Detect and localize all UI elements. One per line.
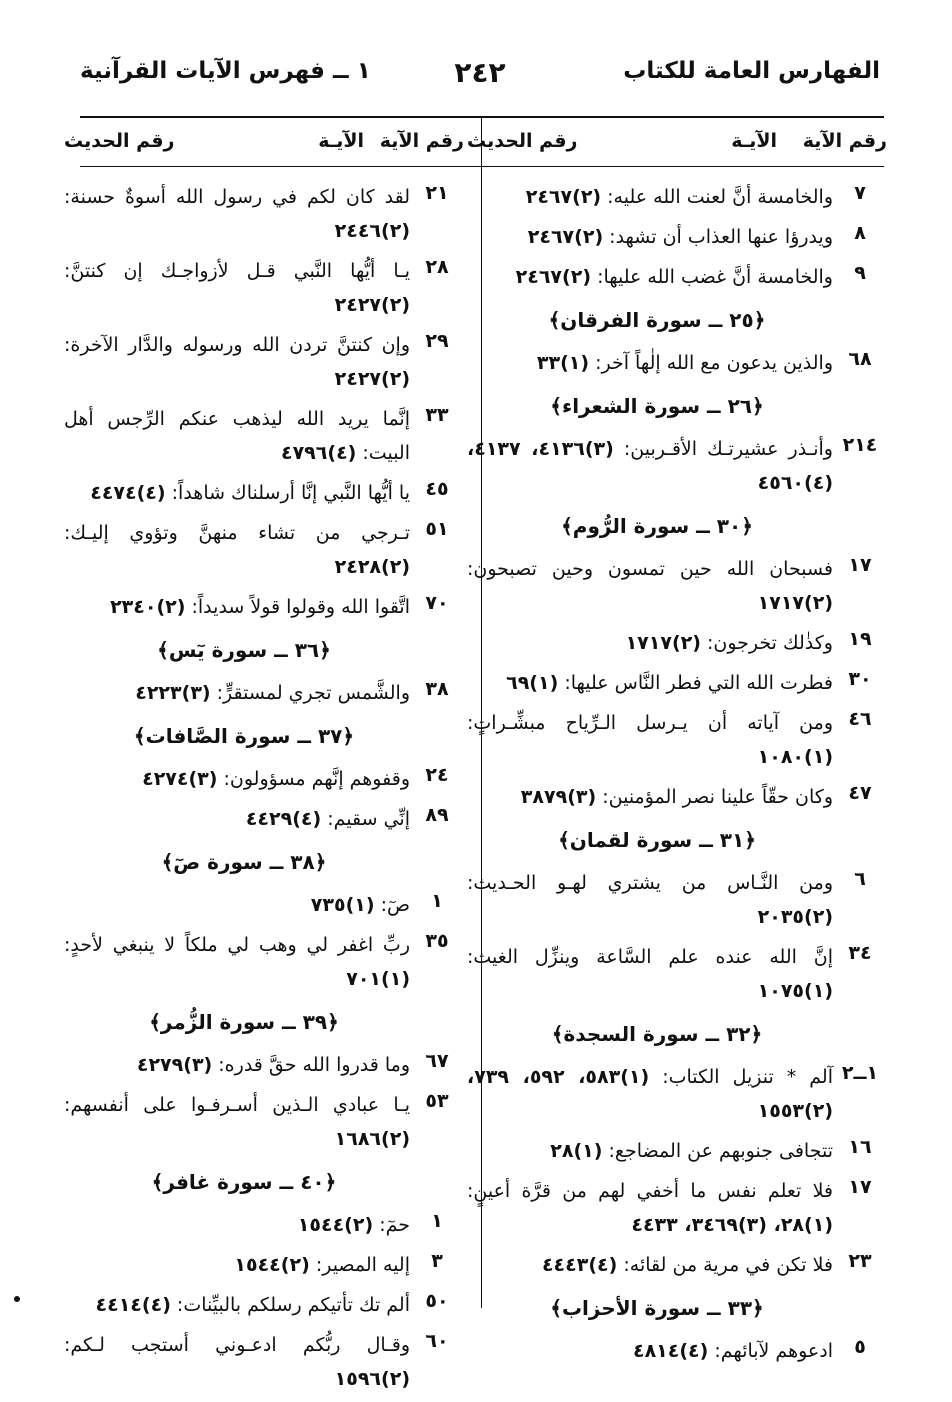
verse-text-cell <box>467 346 833 380</box>
verse-text-cell <box>467 1134 833 1168</box>
verse-number: ٧ <box>854 182 866 204</box>
verse-entry <box>467 220 887 254</box>
hadith-reference: (٣)٤٢٧٤ <box>142 768 218 790</box>
surah-heading: ﴿٤٠ ــ سورة غافر﴾ <box>151 1170 337 1194</box>
verse-number: ١ <box>431 1210 443 1232</box>
verse-entry <box>467 940 887 1008</box>
verse-entry <box>64 328 464 396</box>
verse-entry <box>467 260 887 294</box>
surah-heading: ﴿٣٢ ــ سورة السجدة﴾ <box>551 1022 763 1046</box>
verse-text-cell <box>467 180 833 214</box>
verse-entry <box>467 666 887 700</box>
verse-entry <box>467 1248 887 1282</box>
verse-text-cell <box>64 180 410 248</box>
verse-number: ٦ <box>854 868 866 890</box>
verse-text: ومن النَّـاس من يشتري لهـو الحـديث: <box>467 872 833 894</box>
verse-text: والخامسة أنَّ غضب الله عليها: <box>597 266 833 288</box>
verse-number: ٢٤ <box>425 764 449 786</box>
verse-entry <box>467 180 887 214</box>
verse-text-cell <box>467 220 833 254</box>
verse-text-cell <box>467 1248 833 1282</box>
hadith-reference: (١)٥٨٣، ٥٩٢، ٧٣٩، (٢)١٥٥٣ <box>467 1066 833 1122</box>
verse-text: تتجافى جنوبهم عن المضاجع: <box>608 1140 833 1162</box>
verse-entry <box>64 402 464 470</box>
verse-entry <box>467 780 887 814</box>
hadith-reference: (٣)٤١٣٦، ٤١٣٧، (٤)٤٥٦٠ <box>467 438 833 494</box>
verse-entry <box>64 1208 464 1242</box>
verse-number: ٥ <box>854 1336 866 1358</box>
verse-number: ١٦ <box>848 1136 872 1158</box>
column-header-divider <box>80 166 884 167</box>
page-number: ٢٤٢ <box>454 56 506 89</box>
verse-number: ٦٠ <box>425 1330 449 1352</box>
verse-entry <box>64 1248 464 1282</box>
hadith-reference: (٣)٤٢٢٣ <box>135 682 211 704</box>
verse-entry <box>467 1060 887 1128</box>
verse-number: ٢٩ <box>425 330 449 352</box>
verse-number: ١٩ <box>848 628 872 650</box>
verse-number: ٣٠ <box>848 668 872 690</box>
surah-heading: ﴿٢٦ ــ سورة الشعراء﴾ <box>550 394 764 418</box>
hadith-reference: (٢)١٥٤٤ <box>234 1254 310 1276</box>
verse-text-cell <box>64 1248 410 1282</box>
hadith-reference: (٢)٢٤٢٧ <box>334 294 410 316</box>
verse-entry <box>64 590 464 624</box>
verse-text-cell <box>64 928 410 996</box>
verse-text-cell <box>64 254 410 322</box>
hadith-reference: (١)٧٣٥ <box>310 894 375 916</box>
hadith-reference: (٢)٢٤٢٨ <box>334 556 410 578</box>
verse-header: الآيـة <box>318 130 364 152</box>
verse-entry <box>64 676 464 710</box>
page-header <box>80 58 880 98</box>
verse-text: إنِّي سقيم: <box>327 808 410 830</box>
verse-text-cell <box>467 626 833 660</box>
verse-text-cell <box>467 552 833 620</box>
book-section-title: الفهارس العامة للكتاب <box>623 58 880 84</box>
hadith-reference: (٢)٢٤٦٧ <box>515 266 592 288</box>
verse-entry <box>64 476 464 510</box>
hadith-reference: (٤)٤٤١٤ <box>95 1294 171 1316</box>
hadith-reference: (٢)٢٤٦٧ <box>527 226 604 248</box>
verse-text: يا أيُّها النَّبي إنَّا أرسلناك شاهداً: <box>171 482 410 504</box>
verse-text-cell <box>467 940 833 1008</box>
hadith-reference: (٢)١٥٤٤ <box>297 1214 374 1236</box>
surah-heading: ﴿٣٣ ــ سورة الأحزاب﴾ <box>550 1296 764 1320</box>
verse-text-cell <box>64 402 410 470</box>
hadith-reference: (٢)٢٤٤٦ <box>334 220 410 242</box>
hadith-reference: (٢)١٧١٧ <box>757 592 833 614</box>
verse-number: ٣ <box>431 1250 443 1272</box>
verse-number: ٦٧ <box>425 1050 449 1072</box>
hadith-number-header: رقم الحديث <box>64 130 175 152</box>
verse-text: والخامسة أنَّ لعنت الله عليه: <box>607 186 833 208</box>
left-column-header <box>64 120 464 166</box>
verse-text: والشَّمس تجري لمستقرٍّ: <box>216 682 410 704</box>
verse-text-cell <box>64 590 410 624</box>
margin-dot <box>14 1296 20 1302</box>
verse-number: ٥٣ <box>425 1090 449 1112</box>
verse-text: فلا تعلم نفس ما أخفي لهم من قرَّة أعينٍ: <box>467 1180 833 1202</box>
hadith-reference: (١)١٠٧٥ <box>757 980 833 1002</box>
verse-text-cell <box>64 1328 410 1396</box>
verse-entry <box>64 1048 464 1082</box>
verse-text: إليه المصير: <box>315 1254 410 1276</box>
verse-text: وإن كنتنَّ تردن الله ورسوله والدَّار الآخرة: <box>64 334 410 356</box>
verse-text: يـا عبادي الـذين أسـرفـوا على أنفسهم: <box>64 1094 410 1116</box>
surah-heading: ﴿٣٠ ــ سورة الرُّوم﴾ <box>561 514 753 538</box>
hadith-reference: (١)١٠٨٠ <box>757 746 833 768</box>
verse-number: ٥٠ <box>425 1290 449 1312</box>
verse-text: وما قدروا الله حقَّ قدره: <box>218 1054 410 1076</box>
verse-text: فطرت الله التي فطر النَّاس عليها: <box>564 672 833 694</box>
verse-number: ١ <box>431 890 443 912</box>
verse-text-cell <box>467 780 833 814</box>
hadith-reference: (٢)٢٤٦٧ <box>525 186 602 208</box>
hadith-reference: (٢)٢٤٢٧ <box>334 368 410 390</box>
surah-heading: ﴿٣٧ ــ سورة الصَّافات﴾ <box>133 724 355 748</box>
verse-entry <box>467 1174 887 1242</box>
verse-entry <box>467 346 887 380</box>
verse-entry <box>64 928 464 996</box>
surah-heading: ﴿٣٦ ــ سورة يٓس﴾ <box>157 638 331 662</box>
verse-text: ويدرؤا عنها العذاب أن تشهد: <box>609 226 833 248</box>
verse-entry <box>467 432 887 500</box>
verse-text-cell <box>64 676 410 710</box>
verse-text: تـرجي من تشاء منهنَّ وتؤوي إليـك: <box>64 522 410 544</box>
verse-text-cell <box>64 1288 410 1322</box>
verse-entry <box>64 762 464 796</box>
verse-text-cell <box>467 1174 833 1242</box>
hadith-reference: (٤)٤٤٤٣ <box>541 1254 618 1276</box>
verse-number: ٧٠ <box>425 592 449 614</box>
hadith-reference: (٢)٢٠٣٥ <box>757 906 833 928</box>
verse-number: ٢٣ <box>848 1250 872 1272</box>
verse-number: ٥١ <box>425 518 449 540</box>
verse-text: ومن آياته أن يـرسل الـرِّياح مبشِّـراتٍ: <box>467 712 833 734</box>
verse-text-cell <box>64 476 410 510</box>
verse-text-cell <box>64 328 410 396</box>
verse-number: ١ــ٢ <box>841 1062 879 1084</box>
verse-text: لقد كان لكم في رسول الله أسوةٌ حسنة: <box>64 186 410 208</box>
verse-text: فلا تكن في مرية من لقائه: <box>623 1254 833 1276</box>
verse-number: ٣٤ <box>848 942 872 964</box>
verse-text: وقفوهم إنَّهم مسؤولون: <box>223 768 410 790</box>
verse-entry <box>467 1334 887 1368</box>
header-divider <box>80 116 884 118</box>
hadith-number-header: رقم الحديث <box>467 130 578 152</box>
verse-text-cell <box>64 762 410 796</box>
verse-number: ٢١ <box>425 182 449 204</box>
right-entries <box>467 180 887 1374</box>
surah-heading: ﴿٣٩ ــ سورة الزُّمر﴾ <box>149 1010 339 1034</box>
verse-entry <box>64 1088 464 1156</box>
left-column <box>64 120 464 1390</box>
verse-number: ٨ <box>854 222 866 244</box>
verse-entry <box>467 866 887 934</box>
verse-text-cell <box>64 802 410 836</box>
verse-entry <box>467 626 887 660</box>
verse-text: ادعوهم لآبائهم: <box>714 1340 833 1362</box>
hadith-reference: (٢)١٥٩٦ <box>334 1368 410 1390</box>
verse-entry <box>64 888 464 922</box>
verse-text: آلم * تنزيل الكتاب: <box>662 1066 833 1088</box>
verse-number: ٤٥ <box>425 478 449 500</box>
verse-text-cell <box>467 706 833 774</box>
verse-number: ٣٣ <box>425 404 449 426</box>
right-column-header <box>467 120 887 166</box>
hadith-reference: (١)٣٣ <box>536 352 590 374</box>
hadith-reference: (١)٢٨، (٣)٣٤٦٩، ٤٤٣٣ <box>631 1214 833 1236</box>
verse-entry <box>64 1288 464 1322</box>
verse-text-cell <box>467 1060 833 1128</box>
verse-text: ألم تك تأتيكم رسلكم بالبيِّنات: <box>176 1294 410 1316</box>
verse-text-cell <box>467 432 833 500</box>
verse-number: ٤٧ <box>848 782 872 804</box>
hadith-reference: (٤)٤٤٧٤ <box>90 482 166 504</box>
verse-number: ٩ <box>854 262 866 284</box>
index-title: ١ ــ فهرس الآيات القرآنية <box>80 58 371 84</box>
verse-text: وقـال ربُّكم ادعـوني أستجب لـكم: <box>64 1334 410 1356</box>
surah-heading: ﴿٢٥ ــ سورة الفرقان﴾ <box>548 308 766 332</box>
verse-entry <box>64 254 464 322</box>
verse-text-cell <box>64 516 410 584</box>
verse-number: ٦٨ <box>848 348 872 370</box>
verse-entry <box>467 552 887 620</box>
hadith-reference: (١)٧٠١ <box>346 968 410 990</box>
verse-entry <box>64 802 464 836</box>
verse-text: والذين يدعون مع الله إلٰهاً آخر: <box>595 352 833 374</box>
verse-header: الآيـة <box>731 130 777 152</box>
verse-number: ٢١٤ <box>842 434 878 456</box>
verse-text: وأنـذر عشيرتـك الأقـربين: <box>623 438 833 460</box>
surah-heading: ﴿٣٨ ــ سورة صٓ﴾ <box>161 850 327 874</box>
verse-entry <box>64 516 464 584</box>
verse-entry <box>64 1328 464 1396</box>
verse-text-cell <box>64 1208 410 1242</box>
hadith-reference: (٣)٣٨٧٩ <box>520 786 597 808</box>
verse-entry <box>467 1134 887 1168</box>
verse-text: اتَّقوا الله وقولوا قولاً سديداً: <box>191 596 410 618</box>
hadith-reference: (٢)٢٣٤٠ <box>110 596 186 618</box>
verse-text: إنَّ الله عنده علم السَّاعة وينزِّل الغيث: <box>467 946 833 968</box>
verse-text-cell <box>467 866 833 934</box>
verse-number-header: رقم الآية <box>802 130 887 152</box>
verse-text: إنَّما يريد الله ليذهب عنكم الرِّجس أهل البيت: <box>64 408 410 464</box>
verse-text: وكذٰلك تخرجون: <box>707 632 833 654</box>
verse-text-cell <box>64 888 410 922</box>
surah-heading: ﴿٣١ ــ سورة لقمان﴾ <box>558 828 756 852</box>
verse-text-cell <box>64 1088 410 1156</box>
verse-text: يـا أيُّها النَّبي قـل لأزواجـك إن كنتنَّ: <box>64 260 410 282</box>
verse-text-cell <box>467 666 833 700</box>
verse-text-cell <box>467 1334 833 1368</box>
hadith-reference: (٤)٤٧٩٦ <box>280 442 357 464</box>
verse-number: ٣٥ <box>425 930 449 952</box>
hadith-reference: (٢)١٦٨٦ <box>334 1128 410 1150</box>
hadith-reference: (١)٦٩ <box>506 672 559 694</box>
verse-number: ٢٨ <box>425 256 449 278</box>
verse-number: ١٧ <box>848 1176 872 1198</box>
hadith-reference: (٤)٤٤٢٩ <box>245 808 322 830</box>
verse-entry <box>64 180 464 248</box>
right-column <box>467 120 887 1362</box>
verse-number: ٣٨ <box>425 678 449 700</box>
hadith-reference: (٢)١٧١٧ <box>625 632 701 654</box>
verse-text: حمٓ: <box>379 1214 410 1236</box>
verse-text: وكان حقّاً علينا نصر المؤمنين: <box>602 786 833 808</box>
verse-entry <box>467 706 887 774</box>
verse-text-cell <box>467 260 833 294</box>
verse-number-header: رقم الآية <box>379 130 464 152</box>
hadith-reference: (٣)٤٢٧٩ <box>136 1054 213 1076</box>
verse-text: ربِّ اغفر لي وهب لي ملكاً لا ينبغي لأحدٍ: <box>64 934 410 956</box>
verse-text: صٓ: <box>380 894 410 916</box>
left-entries <box>64 180 464 1402</box>
verse-number: ١٧ <box>848 554 872 576</box>
hadith-reference: (٤)٤٨١٤ <box>632 1340 709 1362</box>
verse-number: ٨٩ <box>425 804 449 826</box>
verse-text-cell <box>64 1048 410 1082</box>
verse-text: فسبحان الله حين تمسون وحين تصبحون: <box>467 558 833 580</box>
hadith-reference: (١)٢٨ <box>550 1140 603 1162</box>
verse-number: ٤٦ <box>848 708 872 730</box>
